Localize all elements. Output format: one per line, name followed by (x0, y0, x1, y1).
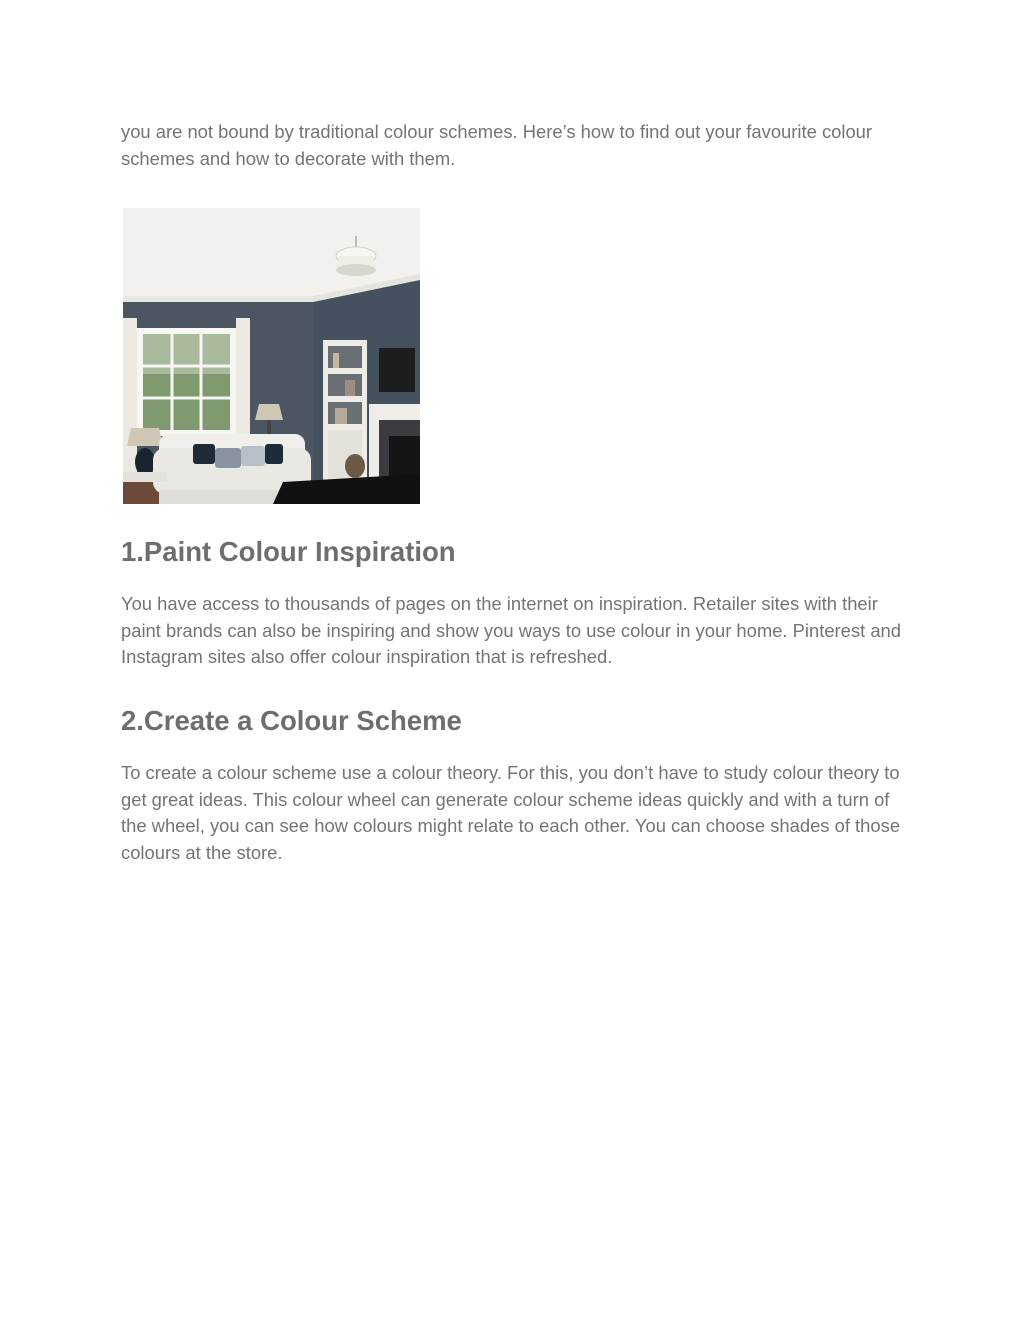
section-heading: 1.Paint Colour Inspiration (121, 536, 456, 567)
living-room-photo (123, 208, 420, 504)
section-paragraph: To create a colour scheme use a colour theory. For this, you don’t have to study colour theory to get great ideas. This colour wheel can generate colour scheme ideas quickly and with a turn of the wheel, you can see how colours might relate to each other. You can choose shades of those colours at the store. (121, 762, 901, 863)
section-paragraph: You have access to thousands of pages on the internet on inspiration. Retailer sites with their paint brands can also be inspiring and show you ways to use colour in your home. Pinterest and Instagram sites also offer colour inspiration that is refreshed. (121, 593, 902, 667)
section-heading: 2.Create a Colour Scheme (121, 705, 462, 736)
intro-paragraph: you are not bound by traditional colour schemes. Here’s how to find out your favourite colour schemes and how to decorate with them. (121, 121, 873, 169)
